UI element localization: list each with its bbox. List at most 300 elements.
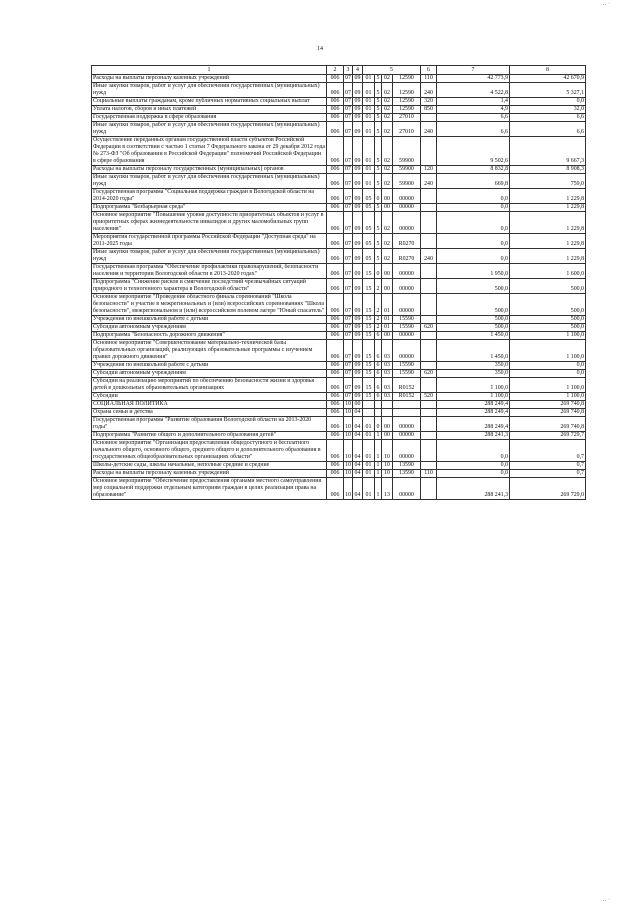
table-row: [92, 294, 586, 316]
table-row: [92, 378, 586, 393]
code-cell: 15: [363, 370, 375, 378]
code-cell: 09: [353, 75, 363, 83]
amount-cell: 0,0: [510, 370, 586, 378]
code-cell: 09: [353, 294, 363, 316]
code-cell: 00: [382, 417, 393, 432]
amount-cell: 0,0: [437, 204, 510, 212]
code-cell: 01: [363, 83, 375, 98]
code-cell: 07: [344, 378, 353, 393]
code-cell: 0: [375, 189, 382, 204]
code-cell: 07: [345, 332, 351, 338]
code-cell: 15: [363, 316, 375, 324]
code-cell: 02: [382, 212, 393, 234]
row-name-cell: Мероприятия государственной программы Российской Федерации "Доступная среда" на 2011-2025 годы: [92, 234, 327, 249]
table-row: [92, 249, 586, 264]
amount-cell: 8 908,3: [510, 166, 586, 174]
amount-cell: 8 832,8: [437, 166, 510, 174]
code-cell: 240: [421, 174, 437, 189]
code-cell: 1: [375, 462, 382, 470]
code-cell: 00: [382, 332, 393, 340]
row-name-cell: Учреждения по внешкольной работе с детьми: [92, 362, 327, 370]
amount-cell: 1 100,0: [510, 378, 586, 393]
table-body: [92, 75, 586, 500]
amount-cell: 1 229,8: [510, 234, 586, 249]
amount-cell: 669,8: [437, 174, 510, 189]
amount-cell: 350,0: [437, 370, 510, 378]
code-cell: 07: [344, 294, 353, 316]
row-name-cell: Основное мероприятие "Обеспечение предоставления органами местного самоуправления мер социальной поддержки отдельным категориям граждан в целях реализации права на образование": [92, 478, 327, 500]
amount-cell: 4 522,8: [437, 83, 510, 98]
code-cell: 01: [363, 114, 375, 122]
row-name-cell: Учреждения по внешкольной работе с детьми: [92, 316, 327, 324]
amount-cell: 0,0: [437, 249, 510, 264]
amount-cell: 500,0: [437, 324, 510, 332]
amount-cell: 0,0: [510, 362, 586, 370]
amount-cell: 288 249,4: [437, 409, 510, 417]
row-name-cell: Охрана семьи и детства: [92, 409, 327, 417]
code-cell: 01: [363, 98, 375, 106]
amount-cell: 1 450,0: [437, 332, 510, 340]
code-cell: 13: [382, 478, 393, 500]
amount-cell: 6,6: [510, 114, 586, 122]
code-cell: 006: [327, 393, 344, 401]
code-cell: 2: [375, 294, 382, 316]
row-name-cell: Иные закупки товаров, работ и услуг для обеспечения государственных (муниципальных) нужд: [92, 249, 327, 264]
code-cell: 15: [363, 362, 375, 370]
code-cell: 15590: [393, 324, 421, 332]
amount-cell: 288 249,4: [437, 401, 510, 409]
code-cell: 006: [327, 294, 344, 316]
header-cell: 3: [344, 66, 353, 75]
code-cell: 01: [382, 294, 393, 316]
table-row: [92, 137, 586, 166]
amount-cell: 6,6: [437, 122, 510, 137]
code-cell: 006: [327, 362, 344, 370]
code-cell: 006: [327, 264, 344, 279]
code-cell: [382, 401, 393, 409]
code-cell: 320: [421, 98, 437, 106]
code-cell: 15: [363, 324, 375, 332]
code-cell: 07: [344, 137, 353, 166]
code-cell: 07: [344, 189, 353, 204]
code-cell: 27010: [393, 114, 421, 122]
table-row: [92, 393, 586, 401]
amount-cell: 1 229,8: [510, 204, 586, 212]
table-row: [92, 478, 586, 500]
table-row: [92, 166, 586, 174]
code-cell: 2: [375, 279, 382, 294]
code-cell: 05: [363, 212, 375, 234]
code-cell: 006: [327, 122, 344, 137]
code-cell: 006: [327, 166, 344, 174]
code-cell: 09: [353, 393, 363, 401]
code-cell: 00000: [393, 478, 421, 500]
amount-cell: 269 740,8: [510, 417, 586, 432]
code-cell: 2: [375, 324, 382, 332]
code-cell: 006: [327, 174, 344, 189]
amount-cell: 6,6: [510, 122, 586, 137]
code-cell: 07: [344, 234, 353, 249]
code-cell: 01: [363, 106, 375, 114]
amount-cell: 759,0: [510, 174, 586, 189]
code-cell: 006: [327, 462, 344, 470]
code-cell: 10: [345, 462, 351, 468]
code-cell: 006: [327, 189, 344, 204]
code-cell: 10: [344, 478, 353, 500]
code-cell: 5: [375, 106, 382, 114]
code-cell: [421, 409, 437, 417]
code-cell: 01: [363, 462, 375, 470]
code-cell: 6: [375, 393, 382, 401]
amount-cell: 1 950,0: [437, 264, 510, 279]
code-cell: 00000: [393, 189, 421, 204]
code-cell: [421, 440, 437, 462]
code-cell: 120: [421, 166, 437, 174]
amount-cell: 32,0: [510, 106, 586, 114]
code-cell: 620: [421, 324, 437, 332]
code-cell: 12590: [393, 83, 421, 98]
code-cell: [421, 204, 437, 212]
code-cell: 006: [327, 432, 344, 440]
table-row: [92, 264, 586, 279]
code-cell: 10: [345, 401, 351, 407]
code-cell: 02: [382, 106, 393, 114]
row-name-cell: СОЦИАЛЬНАЯ ПОЛИТИКА: [92, 401, 327, 409]
amount-cell: 500,0: [437, 294, 510, 316]
code-cell: 006: [327, 316, 344, 324]
row-name-cell: Расходы на выплаты персоналу казенных учреждений: [92, 470, 327, 478]
row-name-cell: Расходы на выплаты персоналу государственных (муниципальных) органов: [92, 166, 327, 174]
code-cell: 5: [375, 75, 382, 83]
code-cell: 59900: [393, 137, 421, 166]
code-cell: 00000: [393, 417, 421, 432]
code-cell: [421, 378, 437, 393]
code-cell: [363, 401, 375, 409]
code-cell: 1: [375, 470, 382, 478]
code-cell: 00: [382, 189, 393, 204]
table-row: [92, 470, 586, 478]
code-cell: R0270: [393, 234, 421, 249]
code-cell: 02: [382, 249, 393, 264]
code-cell: 09: [353, 106, 363, 114]
amount-cell: 0,7: [510, 470, 586, 478]
code-cell: 09: [353, 204, 363, 212]
code-cell: [382, 409, 393, 417]
table-row: [92, 83, 586, 98]
code-cell: 006: [327, 409, 344, 417]
code-cell: 00: [382, 264, 393, 279]
code-cell: 02: [382, 114, 393, 122]
amount-cell: 0,0: [437, 234, 510, 249]
table-row: [92, 440, 586, 462]
code-cell: 5: [375, 249, 382, 264]
code-cell: 09: [353, 98, 363, 106]
code-cell: 5: [375, 174, 382, 189]
code-cell: [421, 462, 437, 470]
code-cell: 5: [375, 204, 382, 212]
table-row: [92, 409, 586, 417]
table-row: [92, 324, 586, 332]
code-cell: 01: [363, 440, 375, 462]
amount-cell: 9 502,6: [437, 137, 510, 166]
amount-cell: 288 249,4: [437, 417, 510, 432]
code-cell: 006: [327, 234, 344, 249]
code-cell: 04: [353, 432, 363, 440]
code-cell: 09: [353, 166, 363, 174]
amount-cell: 1 229,8: [510, 249, 586, 264]
code-cell: 01: [382, 324, 393, 332]
code-cell: 10: [345, 432, 351, 438]
code-cell: 00000: [393, 264, 421, 279]
row-name-cell: Социальные выплаты гражданам, кроме публичных нормативных социальных выплат: [92, 98, 327, 106]
table-row: [92, 401, 586, 409]
code-cell: 04: [353, 417, 363, 432]
code-cell: 15590: [393, 370, 421, 378]
code-cell: 09: [353, 279, 363, 294]
code-cell: 00: [382, 279, 393, 294]
code-cell: 00000: [393, 212, 421, 234]
code-cell: 01: [382, 316, 393, 324]
code-cell: [421, 279, 437, 294]
table-row: [92, 370, 586, 378]
code-cell: [421, 264, 437, 279]
code-cell: R0152: [393, 393, 421, 401]
table-row: [92, 98, 586, 106]
code-cell: 09: [353, 234, 363, 249]
code-cell: [421, 234, 437, 249]
code-cell: 006: [327, 332, 344, 340]
code-cell: [421, 114, 437, 122]
code-cell: [393, 409, 421, 417]
code-cell: 006: [327, 417, 344, 432]
amount-cell: 269 729,7: [510, 432, 586, 440]
code-cell: 006: [327, 370, 344, 378]
code-cell: 07: [344, 122, 353, 137]
code-cell: 02: [382, 98, 393, 106]
amount-cell: 500,0: [437, 279, 510, 294]
code-cell: 5: [375, 122, 382, 137]
table-row: [92, 114, 586, 122]
code-cell: 04: [353, 462, 363, 470]
table-row: [92, 106, 586, 114]
row-name-cell: Государственная поддержка в сфере образования: [92, 114, 327, 122]
row-name-cell: Уплата налогов, сборов и иных платежей: [92, 106, 327, 114]
row-name-cell: Школы-детские сады, школы начальные, неполные средние и средние: [92, 462, 327, 470]
table-row: [92, 234, 586, 249]
code-cell: 006: [327, 440, 344, 462]
code-cell: 240: [421, 249, 437, 264]
amount-cell: 42 773,9: [437, 75, 510, 83]
code-cell: 02: [382, 122, 393, 137]
code-cell: 07: [344, 83, 353, 98]
table-row: [92, 340, 586, 362]
code-cell: 03: [382, 362, 393, 370]
code-cell: [375, 409, 382, 417]
amount-cell: 5 327,1: [510, 83, 586, 98]
code-cell: 03: [382, 378, 393, 393]
code-cell: 12590: [393, 98, 421, 106]
code-cell: 03: [382, 340, 393, 362]
amount-cell: 288 241,3: [437, 478, 510, 500]
code-cell: 07: [344, 212, 353, 234]
amount-cell: 288 241,3: [437, 432, 510, 440]
code-cell: 09: [353, 316, 363, 324]
amount-cell: 9 667,3: [510, 137, 586, 166]
code-cell: 09: [353, 189, 363, 204]
table-row: [92, 279, 586, 294]
amount-cell: 1 100,0: [510, 340, 586, 362]
code-cell: 15: [363, 294, 375, 316]
amount-cell: 269 740,8: [510, 409, 586, 417]
row-name-cell: Субсидии автономным учреждениям: [92, 370, 327, 378]
header-cell: 8: [510, 66, 586, 75]
code-cell: 850: [421, 106, 437, 114]
code-cell: 09: [353, 264, 363, 279]
row-name-cell: Основное мероприятие "Организация предоставления общедоступного и бесплатного начального общего, основного общего, среднего общего и дополнительного образования в государственных общеобразовательных организациях области": [92, 440, 327, 462]
row-name-cell: Субсидии автономным учреждениям: [92, 324, 327, 332]
code-cell: [421, 417, 437, 432]
code-cell: [375, 401, 382, 409]
code-cell: 01: [363, 417, 375, 432]
code-cell: [421, 137, 437, 166]
code-cell: 07: [344, 340, 353, 362]
amount-cell: 500,0: [510, 294, 586, 316]
code-cell: 59900: [393, 166, 421, 174]
code-cell: 0: [375, 417, 382, 432]
row-name-cell: Государственная программа "Социальная поддержка граждан в Вологодской области на 2014-2020 годы": [92, 189, 327, 204]
code-cell: 04: [353, 440, 363, 462]
code-cell: 00: [353, 401, 363, 409]
code-cell: 07: [345, 75, 351, 81]
code-cell: 10: [344, 417, 353, 432]
code-cell: 6: [375, 362, 382, 370]
amount-cell: 269 740,8: [510, 401, 586, 409]
code-cell: 07: [345, 114, 351, 120]
code-cell: 05: [363, 234, 375, 249]
amount-cell: 1 229,8: [510, 212, 586, 234]
table-row: [92, 212, 586, 234]
code-cell: 15590: [393, 316, 421, 324]
code-cell: 27010: [393, 122, 421, 137]
amount-cell: 1 600,0: [510, 264, 586, 279]
page-number: 14: [317, 46, 323, 52]
code-cell: 00000: [393, 204, 421, 212]
code-cell: 02: [382, 166, 393, 174]
code-cell: 006: [327, 212, 344, 234]
code-cell: 01: [363, 432, 375, 440]
code-cell: 10: [382, 470, 393, 478]
code-cell: 1: [375, 440, 382, 462]
table-row: [92, 316, 586, 324]
amount-cell: 1 450,0: [437, 340, 510, 362]
code-cell: 5: [375, 137, 382, 166]
code-cell: 07: [345, 370, 351, 376]
code-cell: 5: [375, 98, 382, 106]
code-cell: 01: [363, 75, 375, 83]
code-cell: 6: [375, 378, 382, 393]
amount-cell: 0,0: [437, 189, 510, 204]
code-cell: 006: [327, 75, 344, 83]
code-cell: 09: [353, 174, 363, 189]
code-cell: [421, 478, 437, 500]
code-cell: 0: [375, 264, 382, 279]
code-cell: 09: [353, 249, 363, 264]
code-cell: 5: [375, 114, 382, 122]
code-cell: [363, 409, 375, 417]
budget-table: [91, 65, 586, 500]
code-cell: 6: [375, 370, 382, 378]
code-cell: 01: [363, 122, 375, 137]
code-cell: 09: [353, 340, 363, 362]
code-cell: 5: [375, 83, 382, 98]
row-name-cell: Расходы на выплаты персоналу казенных учреждений: [92, 75, 327, 83]
header-cell: 7: [437, 66, 510, 75]
code-cell: 110: [421, 75, 437, 83]
amount-cell: 500,0: [510, 324, 586, 332]
code-cell: 10: [382, 462, 393, 470]
code-cell: 6: [375, 340, 382, 362]
code-cell: 09: [353, 370, 363, 378]
code-cell: 09: [353, 122, 363, 137]
code-cell: [421, 432, 437, 440]
code-cell: 10: [344, 440, 353, 462]
code-cell: 520: [421, 393, 437, 401]
amount-cell: 0,0: [437, 470, 510, 478]
code-cell: 006: [327, 249, 344, 264]
code-cell: 006: [327, 204, 344, 212]
code-cell: 12590: [393, 106, 421, 114]
code-cell: 02: [382, 137, 393, 166]
code-cell: 00000: [393, 432, 421, 440]
code-cell: 620: [421, 370, 437, 378]
code-cell: 15590: [393, 362, 421, 370]
code-cell: [421, 340, 437, 362]
amount-cell: 1 100,0: [510, 393, 586, 401]
code-cell: R0270: [393, 249, 421, 264]
table-header-row: [92, 66, 586, 75]
code-cell: 02: [382, 75, 393, 83]
table-row: [92, 417, 586, 432]
code-cell: [421, 294, 437, 316]
table-row: [92, 204, 586, 212]
code-cell: 03: [382, 393, 393, 401]
code-cell: 07: [345, 166, 351, 172]
code-cell: 07: [344, 174, 353, 189]
amount-cell: 42 670,9: [510, 75, 586, 83]
header-cell: 1: [92, 66, 327, 75]
code-cell: 006: [327, 324, 344, 332]
code-cell: 00000: [393, 332, 421, 340]
amount-cell: 500,0: [510, 279, 586, 294]
amount-cell: 4,9: [437, 106, 510, 114]
code-cell: 07: [344, 249, 353, 264]
code-cell: 00000: [393, 340, 421, 362]
row-name-cell: Иные закупки товаров, работ и услуг для обеспечения государственных (муниципальных) нужд: [92, 174, 327, 189]
code-cell: 09: [353, 83, 363, 98]
code-cell: 09: [353, 212, 363, 234]
code-cell: 15: [363, 332, 375, 340]
code-cell: 05: [363, 204, 375, 212]
code-cell: 13590: [393, 470, 421, 478]
code-cell: 01: [363, 470, 375, 478]
code-cell: [421, 316, 437, 324]
amount-cell: 6,6: [437, 114, 510, 122]
code-cell: 09: [353, 114, 363, 122]
code-cell: 09: [353, 362, 363, 370]
amount-cell: 1,4: [437, 98, 510, 106]
code-cell: 01: [363, 174, 375, 189]
code-cell: 07: [345, 324, 351, 330]
